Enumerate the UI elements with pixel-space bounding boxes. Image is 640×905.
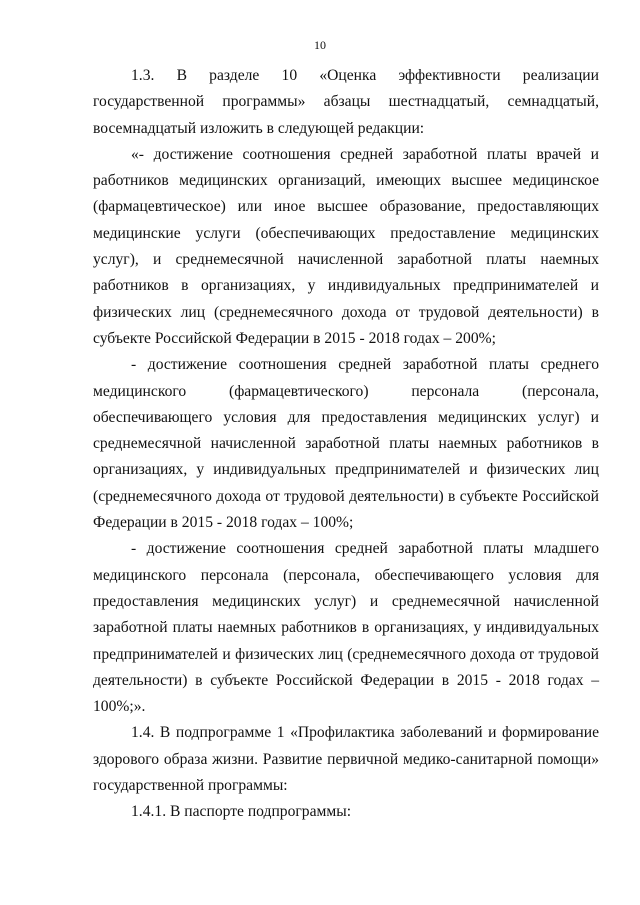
paragraph-1-3: 1.3. В разделе 10 «Оценка эффективности реализации государственной программы» абзацы шестнадцатый, семнадцатый, восемнадцатый изложить в следующей редакции: [93, 67, 599, 137]
paragraph-1-4: 1.4. В подпрограмме 1 «Профилактика заболеваний и формирование здорового образа жизни. Развитие первичной медико-санитарной помощи» государственной программы: [93, 724, 599, 795]
document-body [93, 63, 599, 826]
paragraph-1-4-1: 1.4.1. В паспорте подпрограммы: [131, 803, 352, 821]
page-number: 10 [314, 38, 326, 52]
paragraph-doctors-ratio: «- достижение соотношения средней заработной платы врачей и работников медицинских организаций, имеющих высшее медицинское (фармацевтическое) или иное высшее образование, предоставляющих медицинские услуги (обеспечивающих предоставление медицинских услуг), и среднемесячной начисленной заработной платы наемных работников в организациях, у индивидуальных предпринимателей и физических лиц (среднемесячного дохода от трудовой деятельности) в субъекте Российской Федерации в 2015 - 2018 годах – 200%; [93, 145, 599, 347]
paragraph-junior-staff-ratio: - достижение соотношения средней заработной платы младшего медицинского персонала (персонала, обеспечивающего условия для предоставления медицинских услуг) и среднемесячной начисленной заработной платы наемных работников в организациях, у индивидуальных предпринимателей и физических лиц (среднемесячного дохода от трудовой деятельности) в субъекте Российской Федерации в 2015 - 2018 годах – 100%;». [93, 540, 599, 716]
paragraph-middle-staff-ratio: - достижение соотношения средней заработной платы среднего медицинского (фармацевтического) персонала (персонала, обеспечивающего условия для предоставления медицинских услуг) и среднемесячной начисленной заработной платы наемных работников в организациях, у индивидуальных предпринимателей и физических лиц (среднемесячного дохода от трудовой деятельности) в субъекте Российской Федерации в 2015 - 2018 годах – 100%; [93, 356, 599, 532]
